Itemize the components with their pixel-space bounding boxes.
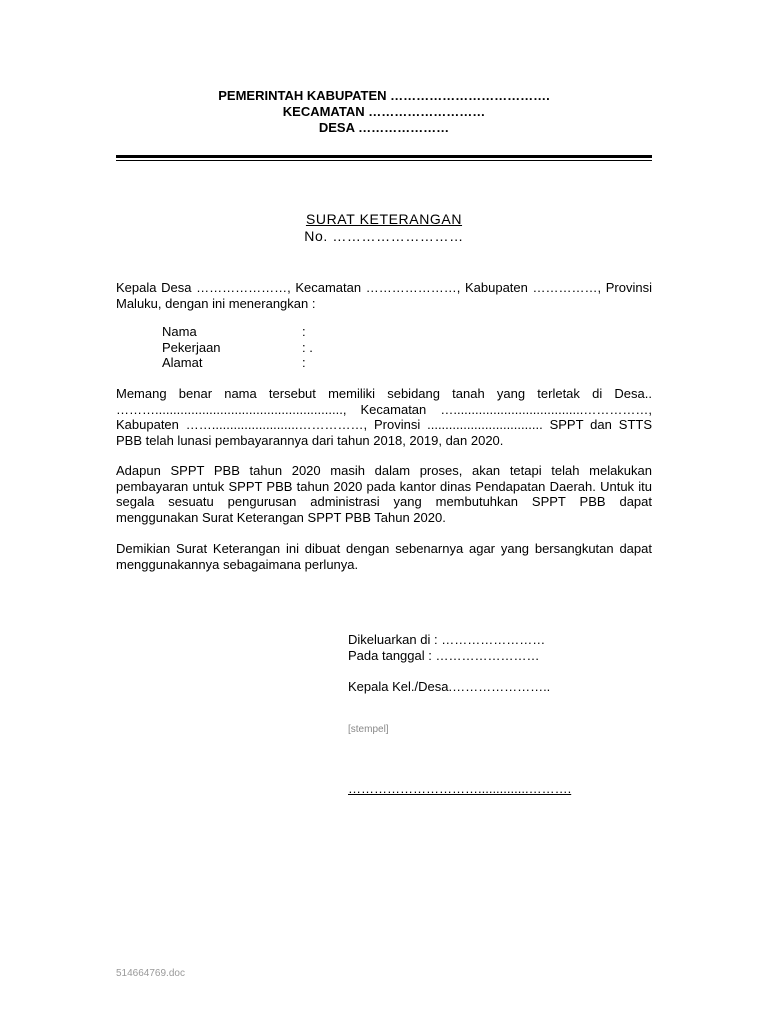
intro-paragraph: Kepala Desa …………………, Kecamatan …………………, Kabupaten ……………, Provinsi Maluku, dengan ini menerangkan : bbox=[116, 280, 652, 311]
signer-position: Kepala Kel./Desa.………………….. bbox=[348, 679, 551, 694]
closing-paragraph: Demikian Surat Keterangan ini dibuat dengan sebenarnya agar yang bersangkutan dapat menggunakannya sebagaimana perlunya. bbox=[116, 541, 652, 572]
letterhead-district: KECAMATAN ……………………… bbox=[282, 104, 486, 119]
field-value: : . bbox=[302, 339, 313, 355]
payment-paragraph: Adapun SPPT PBB tahun 2020 masih dalam proses, akan tetapi telah melakukan pembayaran untuk SPPT PBB tahun 2020 pada kantor dinas Pendapatan Daerah. Untuk itu segala sesuatu pengurusan administrasi yang membutuhkan SPPT PBB dapat menggunakan Surat Keterangan SPPT PBB Tahun 2020. bbox=[116, 463, 652, 525]
letterhead-village: DESA ………………… bbox=[318, 120, 450, 135]
letterhead-divider-thick bbox=[116, 155, 652, 158]
identity-fields bbox=[162, 324, 313, 371]
letter-title: SURAT KETERANGAN bbox=[305, 211, 463, 227]
field-label: Pekerjaan bbox=[162, 339, 221, 355]
file-name-footer: 514664769.doc bbox=[116, 968, 185, 979]
field-value: : bbox=[302, 355, 306, 370]
letterhead-regency: PEMERINTAH KABUPATEN ………………………………. bbox=[218, 88, 550, 103]
issued-date: Pada tanggal : …………………… bbox=[348, 648, 540, 663]
field-label: Nama bbox=[162, 324, 197, 339]
issued-at: Dikeluarkan di : …………………… bbox=[348, 632, 546, 647]
stamp-placeholder: [stempel] bbox=[348, 724, 389, 735]
field-value: : bbox=[302, 324, 306, 339]
letter-title-block bbox=[116, 211, 652, 245]
field-label: Alamat bbox=[162, 355, 203, 370]
field-row-address bbox=[162, 355, 313, 371]
signer-name-line: …………………………..............………. bbox=[348, 781, 572, 796]
field-row-occupation bbox=[162, 340, 313, 356]
letter-number: No. ……………………… bbox=[304, 228, 464, 244]
letterhead bbox=[116, 88, 652, 136]
letterhead-divider-thin bbox=[116, 160, 652, 161]
land-paragraph: Memang benar nama tersebut memiliki sebidang tanah yang terletak di Desa.. ………...................................................., Kecamatan …....................................……………, Kabupaten ……........................……………, Provinsi ................................ SPPT dan STTS PBB telah lunasi pembayarannya dari tahun 2018, 2019, dan 2020. bbox=[116, 386, 652, 448]
field-row-name bbox=[162, 324, 313, 340]
